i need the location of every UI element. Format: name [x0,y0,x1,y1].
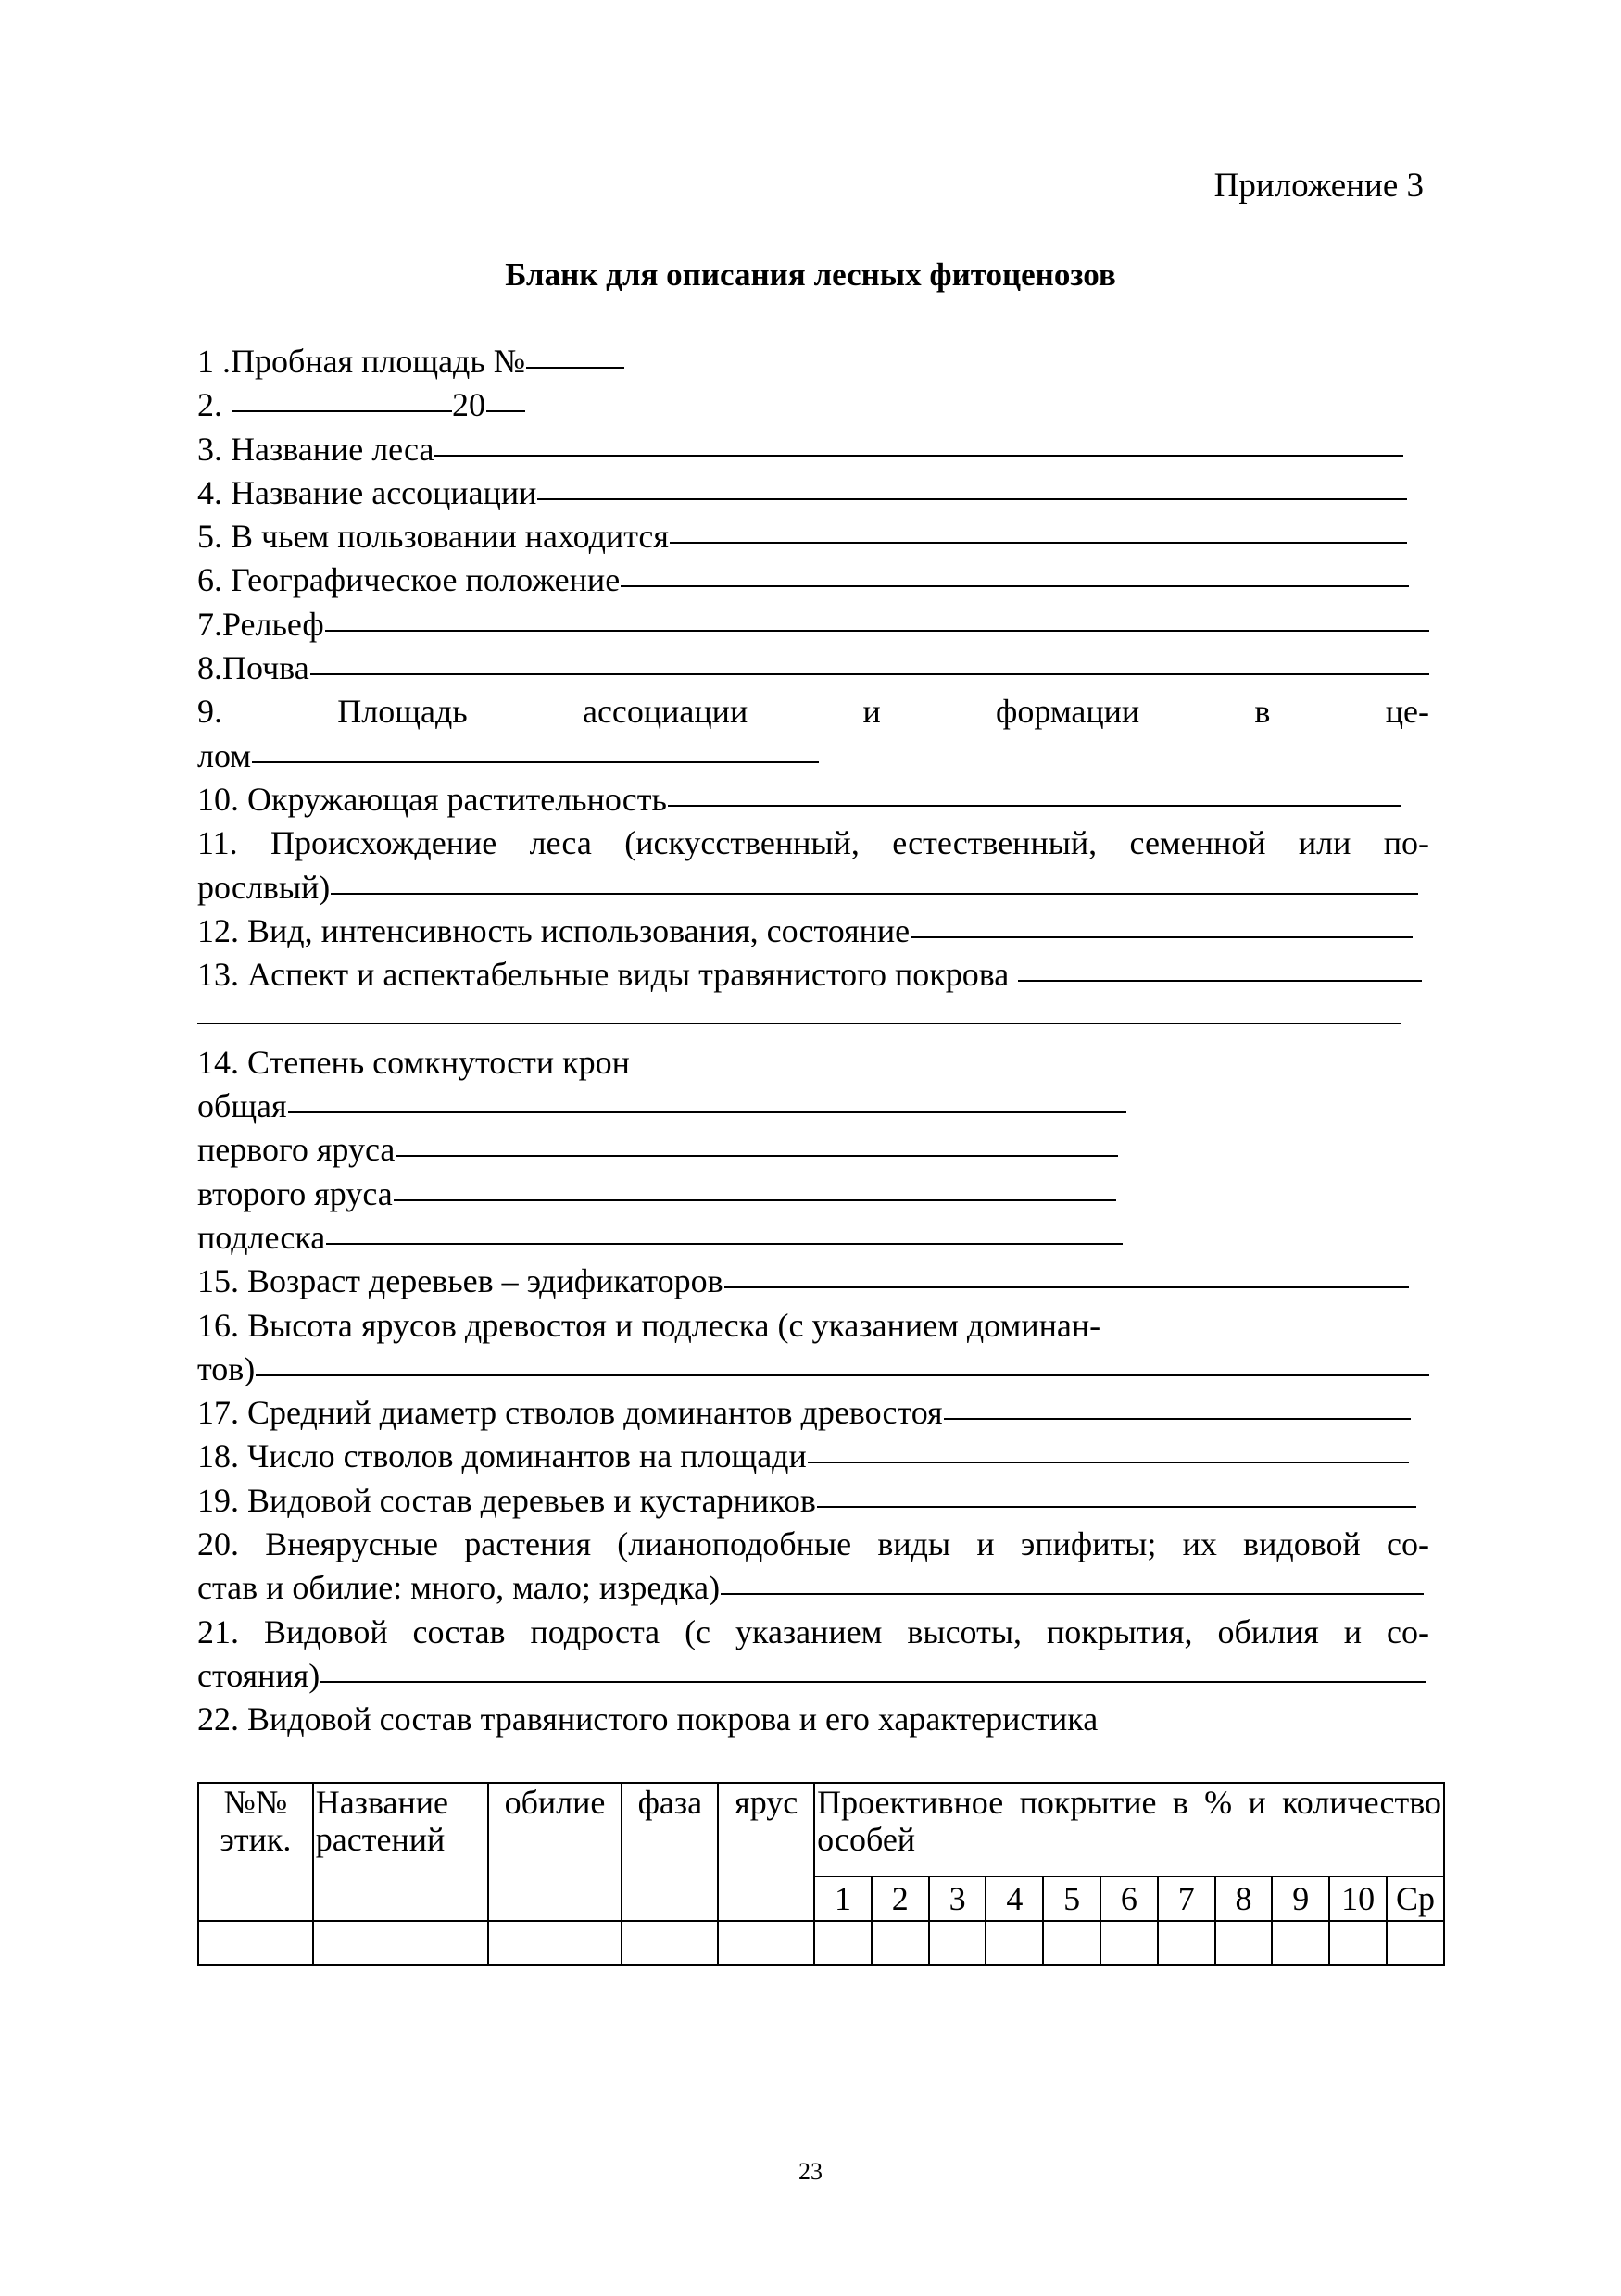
field-tier-height: 16. Высота ярусов древостоя и подлеска (с указанием доминан- [197,1306,1101,1344]
sub-col-6: 6 [1100,1876,1158,1921]
blank-line [668,804,1401,807]
field-surrounding-vegetation: 10. Окружающая растительность [197,778,1429,822]
col-label-number: №№ этик. [198,1783,313,1921]
blank-line [310,672,1429,675]
field-edificator-age: 15. Возраст деревьев – эдификаторов [197,1260,1429,1303]
field-crown-closure-first-tier: первого яруса [197,1128,1429,1172]
table-cell [1387,1921,1444,1965]
field-crown-closure: 14. Степень сомкнутости крон [197,1043,630,1081]
blank-line [396,1154,1118,1157]
blank-line [721,1592,1424,1595]
col-abundance: обилие [488,1783,622,1921]
form-title: Бланк для описания лесных фитоценозов [505,257,1116,293]
table-cell [488,1921,622,1965]
sub-col-3: 3 [929,1876,986,1921]
field-tree-shrub-composition: 19. Видовой состав деревьев и кустарников [197,1479,1429,1523]
blank-line [808,1461,1409,1463]
table-cell [1100,1921,1158,1965]
herb-layer-table [197,1782,1445,1966]
table-cell [1043,1921,1100,1965]
blank-line [325,629,1429,632]
table-cell [198,1921,313,1965]
field-aspect-extra-line [197,997,1429,1040]
field-date: 2. 20 [197,383,1429,427]
sub-col-9: 9 [1272,1876,1329,1921]
blank-line [197,1023,1401,1024]
field-regrowth-composition-continuation: стояния) [197,1654,1429,1698]
table-header-row [198,1783,1444,1876]
col-plant-name: Название растений [313,1783,488,1921]
appendix-label: Приложение 3 [1213,167,1424,205]
table-cell [1215,1921,1273,1965]
field-forest-origin-continuation: рослвый) [197,866,1429,910]
table-cell [1272,1921,1329,1965]
blank-line [232,409,452,412]
table-cell [814,1921,872,1965]
table-row [198,1921,1444,1965]
field-mean-diameter: 17. Средний диаметр стволов доминантов древостоя [197,1391,1429,1435]
field-crown-closure-total: общая [197,1085,1429,1128]
blank-line [1018,979,1422,982]
field-regrowth-composition: 21. Видовой состав подроста (с указанием высоты, покрытия, обилия и со- [197,1612,1429,1650]
field-association-name: 4. Название ассоциации [197,471,1429,515]
blank-line [486,409,525,412]
table-cell [1329,1921,1387,1965]
blank-line [670,541,1407,544]
blank-line [331,892,1418,895]
col-tier: ярус [718,1783,814,1921]
field-usage-intensity: 12. Вид, интенсивность использования, состояние [197,910,1429,953]
table-cell [622,1921,718,1965]
sub-col-7: 7 [1158,1876,1215,1921]
table-cell [718,1921,814,1965]
sub-col-2: 2 [872,1876,929,1921]
field-area-justified: 9. Площадь ассоциации и формации в це- [197,693,1429,731]
sub-col-10: 10 [1329,1876,1387,1921]
field-forest-origin: 11. Происхождение леса (искусственный, естественный, семенной или по- [197,824,1429,862]
sub-col-4: 4 [986,1876,1043,1921]
sub-col-5: 5 [1043,1876,1100,1921]
blank-line [252,760,819,763]
field-relief: 7.Рельеф [197,603,1429,646]
blank-line [621,584,1409,587]
field-area-continuation: лом [197,734,1429,778]
col-projective-cover: Проективное покрытие в % и количество особей [814,1783,1444,1876]
sub-col-1: 1 [814,1876,872,1921]
table-cell [872,1921,929,1965]
field-stem-count: 18. Число стволов доминантов на площади [197,1435,1429,1478]
field-aspect: 13. Аспект и аспектабельные виды травянистого покрова [197,953,1429,997]
page-number: 23 [798,2158,823,2185]
table-cell [1158,1921,1215,1965]
table-cell [929,1921,986,1965]
blank-line [434,454,1403,457]
blank-line [817,1505,1416,1508]
field-extra-tier-plants-continuation: став и обилие: много, мало; изредка) [197,1566,1429,1610]
blank-line [394,1198,1116,1201]
col-phase: фаза [622,1783,718,1921]
table-cell [313,1921,488,1965]
blank-line [326,1242,1123,1245]
field-geographic-position: 6. Географическое положение [197,558,1429,602]
sub-col-mean: Ср [1387,1876,1444,1921]
field-herb-layer-composition: 22. Видовой состав травянистого покрова и его характеристика [197,1700,1099,1738]
blank-line [911,935,1413,938]
field-ownership: 5. В чьем пользовании находится [197,515,1429,558]
form-fields [197,340,1429,1742]
blank-line [537,497,1407,500]
field-tier-height-continuation: тов) [197,1348,1429,1391]
blank-line [256,1374,1429,1376]
blank-line [944,1417,1411,1420]
field-soil: 8.Почва [197,646,1429,690]
blank-line [288,1110,1126,1113]
sub-col-8: 8 [1215,1876,1273,1921]
field-crown-closure-undergrowth: подлеска [197,1216,1429,1260]
blank-line [724,1286,1409,1288]
field-crown-closure-second-tier: второго яруса [197,1173,1429,1216]
field-plot-number: 1 .Пробная площадь № [197,340,1429,383]
field-extra-tier-plants: 20. Внеярусные растения (лианоподобные виды и эпифиты; их видовой со- [197,1525,1429,1563]
blank-line [320,1680,1426,1683]
field-forest-name: 3. Название леса [197,428,1429,471]
table-cell [986,1921,1043,1965]
blank-line [526,366,624,369]
